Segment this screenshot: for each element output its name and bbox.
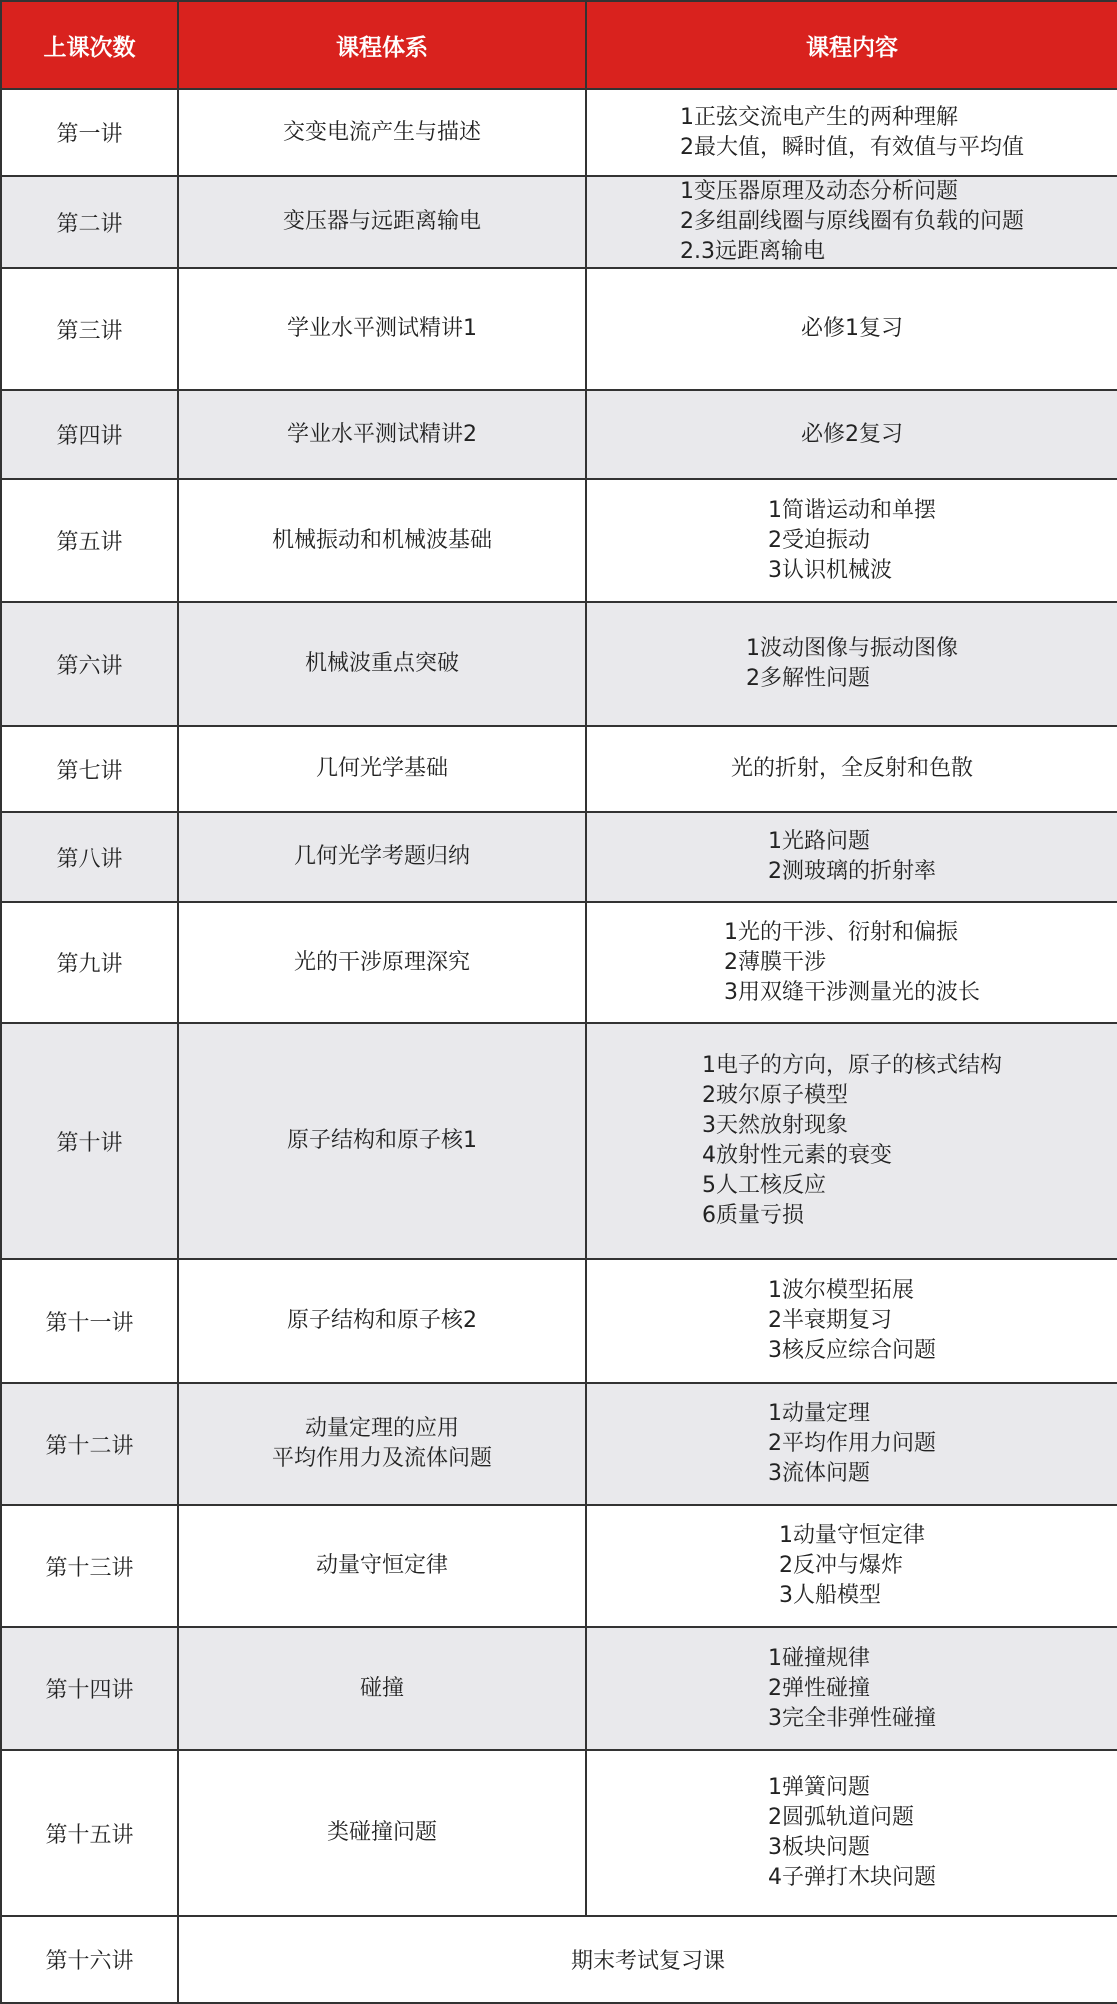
content-list [768, 1773, 936, 1893]
content-item: 1波尔模型拓展 [768, 1278, 914, 1303]
table-row [1, 268, 1117, 390]
content-list [768, 1644, 936, 1734]
system-cell [178, 1750, 586, 1916]
content-cell [586, 89, 1117, 176]
system-text [287, 1306, 477, 1336]
content-item: 3完全非弹性碰撞 [768, 1705, 936, 1731]
lesson-cell: 第三讲 [1, 268, 178, 390]
system-text [294, 842, 470, 872]
content-item: 2受迫振动 [768, 527, 870, 553]
table-row [1, 812, 1117, 902]
lesson-cell: 第八讲 [1, 812, 178, 902]
content-item: 3天然放射现象 [702, 1113, 848, 1138]
system-cell [178, 1023, 586, 1259]
content-list [680, 177, 1024, 267]
lesson-cell: 第十五讲 [1, 1750, 178, 1916]
system-text [327, 1818, 437, 1848]
system-cell [178, 1627, 586, 1750]
system-cell [178, 902, 586, 1023]
content-cell [586, 176, 1117, 268]
header-lesson-count: 上课次数 [1, 1, 178, 89]
system-text [305, 649, 459, 679]
table-row [1, 479, 1117, 602]
content-item: 3人船模型 [779, 1583, 881, 1608]
content-list [724, 918, 980, 1008]
system-cell [178, 176, 586, 268]
content-item: 2测玻璃的折射率 [768, 859, 936, 884]
content-item: 1动量定理 [768, 1401, 870, 1426]
system-line: 平均作用力及流体问题 [271, 1446, 492, 1471]
content-item: 2弹性碰撞 [768, 1675, 870, 1701]
content-item: 必修2复习 [801, 421, 903, 447]
content-item: 3用双缝干涉测量光的波长 [724, 979, 980, 1005]
content-list [768, 1399, 936, 1489]
table-row [1, 1023, 1117, 1259]
content-item: 1正弦交流电产生的两种理解 [680, 104, 958, 130]
content-list [746, 634, 958, 694]
table-row [1, 176, 1117, 268]
system-line: 几何光学基础 [315, 756, 448, 781]
system-line: 几何光学考题归纳 [293, 844, 470, 869]
table-row [1, 1750, 1117, 1916]
lesson-cell: 第五讲 [1, 479, 178, 602]
content-item: 3板块问题 [768, 1835, 870, 1860]
system-cell [178, 602, 586, 726]
table-row-final [1, 1916, 1117, 2003]
system-line: 碰撞 [359, 1675, 404, 1701]
lesson-cell: 第十四讲 [1, 1627, 178, 1750]
content-item: 1光路问题 [768, 829, 870, 854]
content-cell [586, 1259, 1117, 1383]
content-cell [586, 726, 1117, 812]
content-item: 4子弹打木块问题 [768, 1865, 936, 1890]
system-cell [178, 479, 586, 602]
system-line: 光的干涉原理深究 [293, 949, 470, 975]
system-line: 变压器与远距离输电 [282, 209, 481, 234]
content-cell [586, 902, 1117, 1023]
table-row [1, 1383, 1117, 1505]
system-line: 学业水平测试精讲1 [287, 316, 477, 341]
system-text [294, 948, 470, 978]
content-cell [586, 1383, 1117, 1505]
content-item: 1碰撞规律 [768, 1645, 870, 1671]
content-cell [586, 812, 1117, 902]
system-cell [178, 812, 586, 902]
content-item: 光的折射，全反射和色散 [730, 756, 973, 781]
system-line: 机械振动和机械波基础 [271, 527, 492, 553]
lesson-cell: 第一讲 [1, 89, 178, 176]
system-cell [178, 390, 586, 479]
system-cell [178, 89, 586, 176]
content-list [801, 420, 903, 450]
content-item: 2圆弧轨道问题 [768, 1805, 914, 1830]
content-item: 3流体问题 [768, 1461, 870, 1486]
content-item: 2最大值，瞬时值，有效值与平均值 [680, 134, 1024, 160]
content-list [768, 1276, 936, 1366]
content-list [702, 1051, 1002, 1231]
header-course-content: 课程内容 [586, 1, 1117, 89]
content-item: 1光的干涉、衍射和偏振 [724, 919, 958, 945]
system-line: 动量定理的应用 [304, 1416, 459, 1441]
content-cell [586, 1627, 1117, 1750]
content-item: 4放射性元素的衰变 [702, 1143, 892, 1168]
system-line: 机械波重点突破 [304, 651, 459, 676]
system-text [316, 1551, 448, 1581]
system-line: 原子结构和原子核1 [287, 1128, 477, 1153]
system-cell [178, 726, 586, 812]
system-cell [178, 1505, 586, 1627]
content-item: 2平均作用力问题 [768, 1431, 936, 1456]
content-item: 2多组副线圈与原线圈有负载的问题 [680, 209, 1024, 234]
system-text [287, 420, 477, 450]
table-row [1, 390, 1117, 479]
system-text [360, 1674, 404, 1704]
content-list [680, 103, 1024, 163]
content-item: 3认识机械波 [768, 557, 892, 583]
content-list [801, 314, 903, 344]
lesson-cell: 第十三讲 [1, 1505, 178, 1627]
system-line: 交变电流产生与描述 [282, 119, 481, 145]
header-row [1, 1, 1117, 89]
content-item: 1弹簧问题 [768, 1775, 870, 1800]
content-cell [586, 1750, 1117, 1916]
lesson-cell: 第二讲 [1, 176, 178, 268]
content-item: 1变压器原理及动态分析问题 [680, 179, 958, 204]
lesson-cell: 第四讲 [1, 390, 178, 479]
content-cell [586, 268, 1117, 390]
table-row [1, 726, 1117, 812]
content-item: 3核反应综合问题 [768, 1338, 936, 1363]
content-list [779, 1521, 925, 1611]
content-item: 2反冲与爆炸 [779, 1553, 903, 1578]
content-cell [586, 479, 1117, 602]
system-line: 学业水平测试精讲2 [287, 421, 477, 447]
system-line: 类碰撞问题 [326, 1820, 437, 1845]
lesson-cell: 第十六讲 [1, 1916, 178, 2003]
lesson-cell: 第九讲 [1, 902, 178, 1023]
lesson-cell: 第六讲 [1, 602, 178, 726]
table-row [1, 902, 1117, 1023]
content-cell [586, 602, 1117, 726]
header-course-system: 课程体系 [178, 1, 586, 89]
content-item: 必修1复习 [801, 316, 903, 341]
lesson-cell: 第十讲 [1, 1023, 178, 1259]
lesson-cell: 第七讲 [1, 726, 178, 812]
table-row [1, 1259, 1117, 1383]
system-text [272, 1414, 492, 1474]
content-cell [586, 390, 1117, 479]
content-item: 1电子的方向，原子的核式结构 [702, 1053, 1002, 1078]
system-cell [178, 268, 586, 390]
lesson-cell: 第十一讲 [1, 1259, 178, 1383]
system-text [316, 754, 448, 784]
system-line: 原子结构和原子核2 [287, 1308, 477, 1333]
merged-content-cell: 期末考试复习课 [178, 1916, 1117, 2003]
content-list [731, 754, 973, 784]
table-row [1, 89, 1117, 176]
table-row [1, 1505, 1117, 1627]
content-item: 1简谐运动和单摆 [768, 497, 936, 523]
content-item: 1动量守恒定律 [779, 1523, 925, 1548]
lesson-cell: 第十二讲 [1, 1383, 178, 1505]
system-text [287, 1126, 477, 1156]
content-item: 1波动图像与振动图像 [746, 636, 958, 661]
content-item: 6质量亏损 [702, 1203, 804, 1228]
content-list [768, 827, 936, 887]
system-line: 动量守恒定律 [315, 1553, 448, 1578]
system-text [283, 118, 481, 148]
content-item: 2半衰期复习 [768, 1308, 892, 1333]
content-item: 2薄膜干涉 [724, 949, 826, 975]
content-item: 2.3远距离输电 [680, 239, 825, 264]
content-item: 5人工核反应 [702, 1173, 826, 1198]
system-cell [178, 1383, 586, 1505]
system-text [272, 526, 492, 556]
content-item: 2多解性问题 [746, 666, 870, 691]
content-item: 2玻尔原子模型 [702, 1083, 848, 1108]
system-text [287, 314, 477, 344]
system-cell [178, 1259, 586, 1383]
system-text [283, 207, 481, 237]
table-row [1, 1627, 1117, 1750]
content-cell [586, 1023, 1117, 1259]
table-row [1, 602, 1117, 726]
content-cell [586, 1505, 1117, 1627]
content-list [768, 496, 936, 586]
